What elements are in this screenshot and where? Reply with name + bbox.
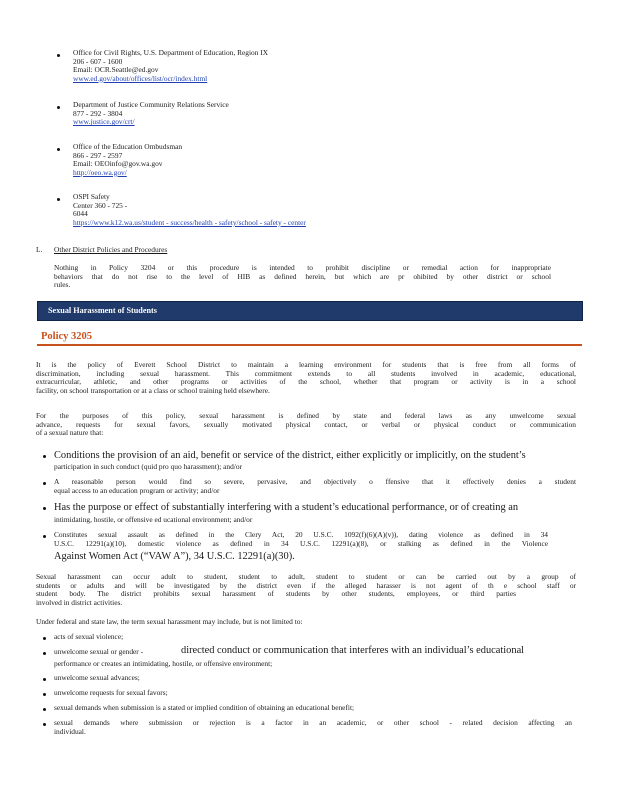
body-line: rules.: [54, 280, 71, 290]
section-marker: L.: [36, 245, 43, 254]
contact-item: [73, 101, 229, 127]
examples-intro: Under federal and state law, the term sexual harassment may include, but is not limited to:: [36, 617, 303, 626]
policy-paragraph: [36, 361, 576, 395]
body-line: behaviors that do not rise to the level of HIB as defined herein, but which are pr ohibited by other district or school: [54, 271, 551, 281]
contact-line: 877 - 292 - 3804: [73, 108, 123, 118]
example-item: acts of sexual violence;: [54, 632, 124, 641]
bullet-icon: [57, 54, 60, 57]
body-line: involved in district activities.: [36, 597, 123, 607]
banner-title: Sexual Harassment of Students: [48, 306, 157, 315]
condition-lead: Conditions the provision of an aid, benefit or service of the district, either explicitly or implicitly, on the student’s: [54, 450, 526, 461]
body-line: discrimination, including sexual harassment. This commitment extends to all students involved in academic, educational,: [36, 368, 576, 378]
policy-title: Policy 3205: [41, 331, 93, 342]
contact-link[interactable]: www.ed.gov/about/offices/list/ocr/index.html: [73, 73, 208, 83]
condition-text: intimidating, hostile, or offensive ed ucational environment; and/or: [54, 515, 253, 524]
bullet-icon: [43, 507, 46, 510]
body-line: U.S.C. 12291(a)(10), domestic violence as defined in 34 U.S.C. 12291(a)(8), or stalking as defined in the Violence: [54, 538, 548, 548]
policy-title-rule: [37, 344, 582, 346]
body-line: extracurricular, athletic, and other programs or activities of the school, whether that program or activity is in a school: [36, 377, 576, 387]
bullet-icon: [43, 455, 46, 458]
bullet-icon: [43, 678, 46, 681]
body-line: advance, requests for sexual favors, sexually motivated physical contact, or verbal or physical conduct or communication: [36, 419, 576, 429]
body-line: It is the policy of Everett School District to maintain a learning environment for students that is free from all forms of: [36, 360, 576, 369]
condition-text: [54, 478, 576, 495]
example-item: sexual demands when submission is a stated or implied condition of obtaining an educational benefit;: [54, 703, 355, 712]
condition-text: [54, 531, 548, 548]
contact-link[interactable]: www.justice.gov/crt/: [73, 117, 135, 127]
body-line: students or adults and will be investigated by the district even if the alleged harasser is not agent of th e school staff or: [36, 580, 576, 590]
section-body: [54, 264, 551, 290]
body-line: student body. The district prohibits sexual harassment of students by other students, employees, or third parties: [36, 589, 516, 599]
body-line: Constitutes sexual assault as defined in the Clery Act, 20 U.S.C. 1092(f)(6)(A)(v)), dating violence as defined in 34: [54, 530, 548, 539]
contact-item: [73, 193, 306, 227]
example-item: [54, 719, 572, 736]
body-line: of a sexual nature that:: [36, 428, 104, 438]
condition-text: participation in such conduct (quid pro quo harassment); and/or: [54, 462, 243, 471]
body-line: For the purposes of this policy, sexual harassment is defined by state and federal laws as any unwelcome sexual: [36, 411, 576, 420]
bullet-icon: [57, 148, 60, 151]
contact-line: 206 - 607 - 1600: [73, 56, 123, 66]
contact-link[interactable]: http://oeo.wa.gov/: [73, 167, 127, 177]
section-heading: Other District Policies and Procedures: [54, 245, 168, 254]
bullet-icon: [43, 652, 46, 655]
contact-line: Email: OEOinfo@gov.wa.gov: [73, 159, 163, 169]
contact-link[interactable]: https://www.k12.wa.us/student - success/health - safety/school - safety - center: [73, 217, 306, 227]
body-line: sexual demands where submission or rejection is a factor in an academic, or other school - related decision affecting an: [54, 718, 572, 727]
condition-lead: Has the purpose or effect of substantially interfering with a student’s educational performance, or of creating an: [54, 502, 519, 513]
example-item: unwelcome sexual or gender -: [54, 647, 144, 656]
bullet-icon: [57, 198, 60, 201]
contact-line: Center 360 - 725 -: [73, 200, 128, 210]
contact-line: OSPI Safety: [73, 192, 110, 201]
body-line: facility, on school transportation or at a class or school training held elsewhere.: [36, 385, 270, 395]
bullet-icon: [57, 106, 60, 109]
contact-line: 866 - 297 - 2597: [73, 150, 123, 160]
example-item: unwelcome sexual advances;: [54, 673, 140, 682]
bullet-icon: [43, 693, 46, 696]
contact-line: Office of the Education Ombudsman: [73, 142, 183, 151]
example-item-cont: performance or creates an intimidating, hostile, or offensive environment;: [54, 659, 273, 668]
section-banner: [37, 301, 583, 321]
bullet-icon: [43, 535, 46, 538]
contact-item: [73, 143, 182, 177]
body-line: Nothing in Policy 3204 or this procedure is intended to prohibit discipline or remedial action for inappropriate: [54, 263, 551, 272]
bullet-icon: [43, 637, 46, 640]
bullet-icon: [43, 482, 46, 485]
body-line: Sexual harassment can occur adult to student, student to adult, student to student or can be carried out by a group of: [36, 572, 576, 581]
example-item-lead: directed conduct or communication that interferes with an individual’s educational: [181, 645, 525, 656]
body-line: equal access to an education program or activity; and/or: [54, 485, 220, 495]
contact-line: Office for Civil Rights, U.S. Department of Education, Region IX: [73, 48, 269, 57]
contact-line: 6044: [73, 209, 88, 219]
contact-line: Department of Justice Community Relations Service: [73, 100, 229, 109]
bullet-icon: [43, 708, 46, 711]
body-line: individual.: [54, 726, 86, 736]
contact-item: [73, 49, 279, 83]
bullet-icon: [43, 723, 46, 726]
contact-line: Email: OCR.Seattle@ed.gov: [73, 65, 159, 75]
example-item: unwelcome requests for sexual favors;: [54, 688, 168, 697]
scope-paragraph: [36, 573, 576, 607]
definition-paragraph: [36, 412, 576, 438]
condition-lead: Against Women Act (“VAW A”), 34 U.S.C. 12291(a)(30).: [54, 551, 295, 562]
body-line: A reasonable person would find so severe, pervasive, and objectively o ffensive that it effectively denies a student: [54, 477, 576, 486]
